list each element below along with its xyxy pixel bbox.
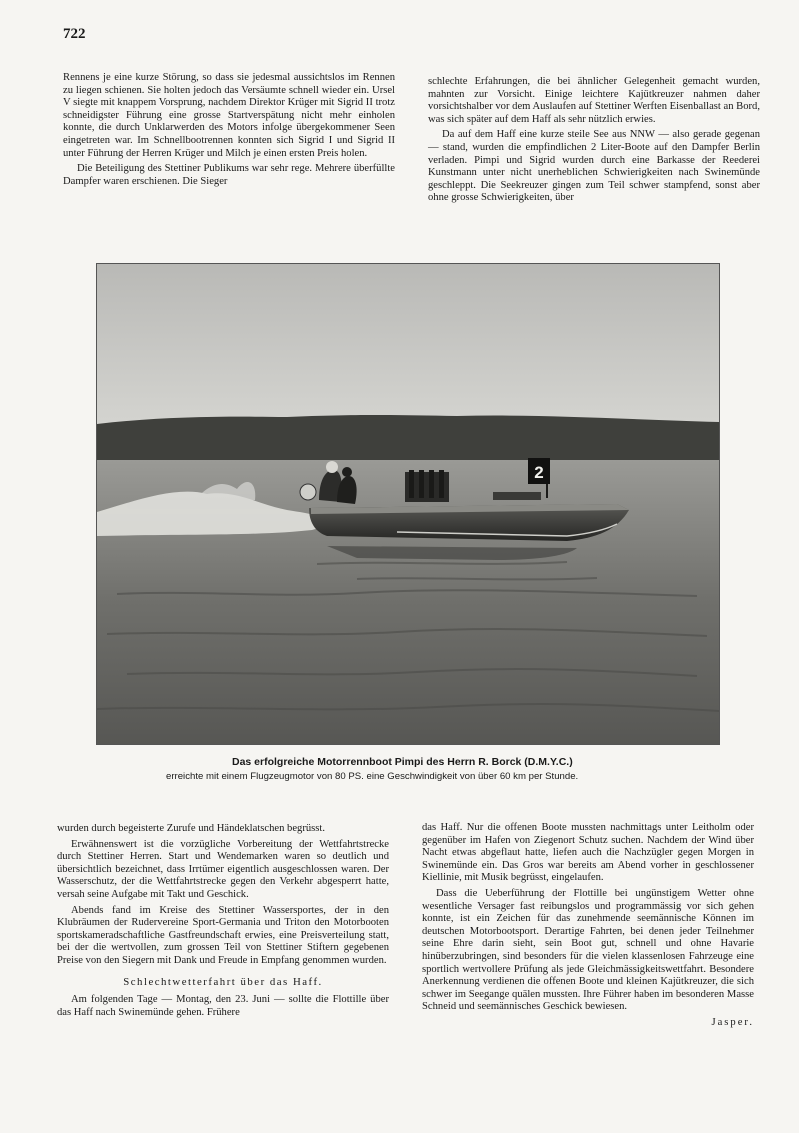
article-top-left-column [63, 72, 395, 188]
paragraph: wurden durch begeisterte Zurufe und Händeklatschen begrüsst. [57, 823, 325, 834]
page-number: 722 [63, 26, 86, 42]
paragraph: Erwähnenswert ist die vorzügliche Vorbereitung der Wettfahrtstrecke durch Stettiner Herren. Start und Wendemarken waren so deutlich und übersichtlich bezeichnet, dass Irrtümer eigentlich ausgeschlossen waren. Der Wasserschutz, der die Wettfahrtstrecke gegen den Verkehr abgesperrt hatte, versah seine Aufgabe mit Takt und Geschick. [57, 838, 389, 900]
section-heading: Schlechtwetterfahrt über das Haff. [123, 975, 323, 988]
sky [97, 264, 719, 426]
paragraph: Am folgenden Tage — Montag, den 23. Juni — sollte die Flottille über das Haff nach Swinemünde gehen. Frühere [57, 994, 389, 1018]
paragraph: Rennens je eine kurze Störung, so dass sie jedesmal aussichtslos im Rennen zu liegen schienen. Sie holten jedoch das Versäumte schnell wieder ein. Ursel V siegte mit knappem Vorsprung, nachdem Direktor Krüger mit Sigrid II trotz schneidigster Führung eine grosse Startverspätung nicht mehr einholen konnte, die durch Unklarwerden des Motors infolge übergekommener Seen eingetreten war. Im Schnellbootrennen konnten sich Sigrid I und Sigrid II unter Führung der Herren Krüger und Milch je einen ersten Preis holen. [63, 72, 395, 159]
boat-reflection [327, 546, 577, 560]
paragraph: das Haff. Nur die offenen Boote mussten nachmittags unter Leitholm oder gegenüber im Hafen von Ziegenort Schutz suchen. Nachdem der Wind über Nacht etwas abgeflaut hatte, liefen auch die Nachzügler gegen Morgen in Swinemünde ein. Das Gros war bereits am Abend vorher in geschlossener Kiellinie, mit Musik begrüsst, eingelaufen. [422, 822, 754, 884]
paragraph: Da auf dem Haff eine kurze steile See aus NNW — also gerade gegenan — stand, wurden die empfindlichen 2 Liter-Boote auf den Dampfer Berlin verladen. Pimpi und Sigrid wurden durch eine Barkasse der Reederei Kunstmann unter nicht unerheblichen Schwierigkeiten nach Swinemünde geschleppt. Die Seekreuzer gingen zum Teil schwer stampfend, sonst aber ohne grosse Schwierigkeiten, über [428, 129, 760, 204]
article-top-right-column [428, 76, 760, 205]
paragraph: Abends fand im Kreise des Stettiner Wassersportes, der in den Klubräumen der Rudervereine Sport-Germania und Triton den Motorbooten sportskameradschaftliche Gastfreundschaft erwies, eine Preisverteilung statt, bei der die wertvollen, zum grossen Teil von Stettiner Stiftern gegebenen Preise von den Siegern mit Dank und Freude in Empfang genommen wurden. [57, 904, 389, 966]
article-bottom-right-column [422, 822, 754, 1030]
photo-caption-text: erreichte mit einem Flugzeugmotor von 80 PS. eine Geschwindigkeit von über 60 km per Stunde. [166, 771, 579, 782]
motorboat-photo-illustration [97, 264, 719, 744]
race-number: 2 [534, 463, 544, 482]
tree-line [97, 415, 719, 464]
author-signature: Jasper. [711, 1016, 754, 1028]
article-bottom-left-column [57, 823, 389, 1019]
paragraph: schlechte Erfahrungen, die bei ähnlicher Gelegenheit gemacht wurden, mahnten zur Vorsicht. Einige leichtere Kajütkreuzer nahmen daher vorsichtshalber vor dem Auslaufen auf Stettiner Werften Eisenballast an Bord, was sich später auf dem Haff als sehr nützlich erwies. [428, 76, 760, 125]
photo-caption-title: Das erfolgreiche Motorrennboot Pimpi des Herrn R. Borck (D.M.Y.C.) [232, 756, 573, 768]
paragraph: Die Beteiligung des Stettiner Publikums war sehr rege. Mehrere überfüllte Dampfer waren erschienen. Die Sieger [63, 163, 395, 187]
motorboat-photo [96, 263, 720, 745]
paragraph: Dass die Ueberführung der Flottille bei ungünstigem Wetter ohne wesentliche Versager fast reibungslos und programmässig vor sich gehen konnte, ist ein Zeichen für das zunehmende seemännische Können im deutschen Motorbootsport. Derartige Fahrten, bei denen jeder Teilnehmer seine Ehre darin sieht, sein Boot gut, schnell und ohne Havarie hinüberzubringen, sind besonders für die vielen klassenlosen Fahrzeuge eine sportlich wertvollere Prüfung als jede Gleichmässigkeitswettfahrt. Besondere Anerkennung verdienen die offenen Boote und kleinen Kajütkreuzer, die sich schwer im Seegange quälen mussten. Ihre Führer haben im besonderen Masse Schneid und seemännisches Geschick bewiesen. [422, 887, 754, 1013]
